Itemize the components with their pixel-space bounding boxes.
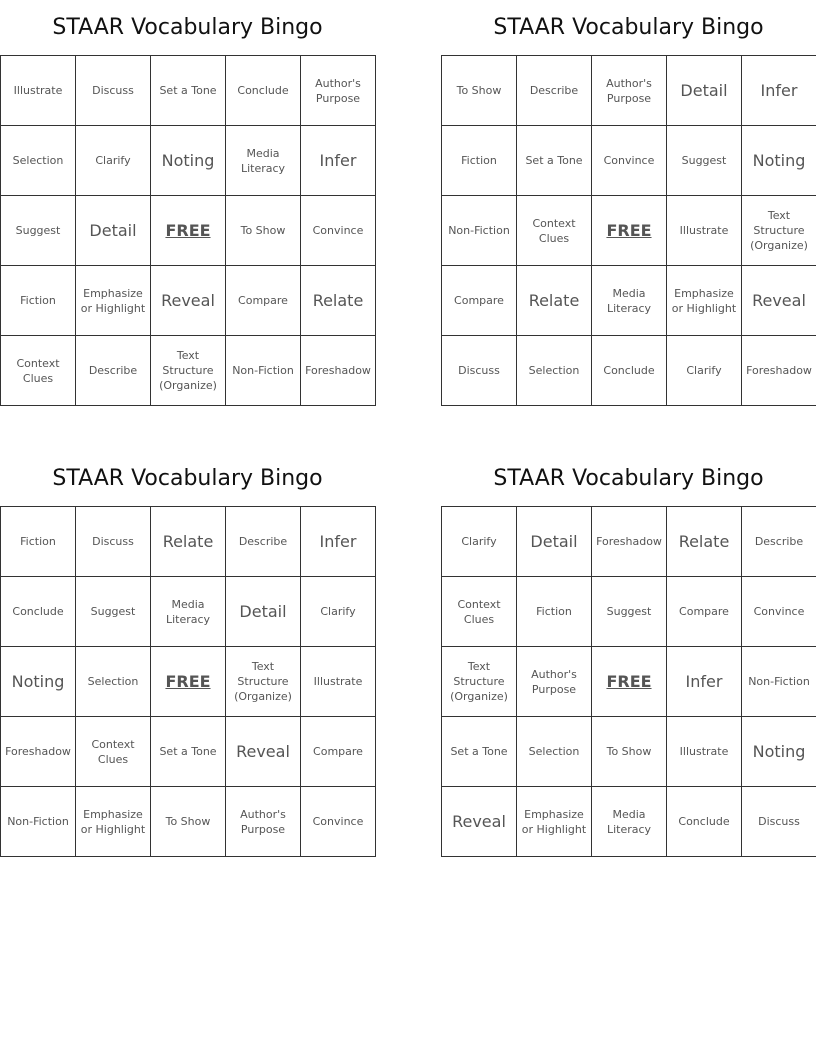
bingo-cell: Fiction — [517, 577, 592, 647]
bingo-cell: Relate — [301, 266, 376, 336]
bingo-cell: Author's Purpose — [592, 56, 667, 126]
bingo-cell: Media Literacy — [592, 266, 667, 336]
bingo-cell: Infer — [301, 126, 376, 196]
bingo-cell: Text Structure (Organize) — [151, 336, 226, 406]
bingo-cell: Describe — [742, 507, 816, 577]
bingo-cell: Suggest — [592, 577, 667, 647]
free-space-cell: FREE — [592, 647, 667, 717]
bingo-cell: Infer — [742, 56, 816, 126]
bingo-cell: Noting — [1, 647, 76, 717]
bingo-cell: Convince — [301, 196, 376, 266]
bingo-cell: Non-Fiction — [1, 787, 76, 857]
bingo-cell: Emphasize or Highlight — [76, 787, 151, 857]
free-space-cell: FREE — [151, 196, 226, 266]
bingo-cell: Text Structure (Organize) — [742, 196, 816, 266]
bingo-cell: Foreshadow — [592, 507, 667, 577]
bingo-cell: Suggest — [76, 577, 151, 647]
bingo-cell: Reveal — [742, 266, 816, 336]
bingo-cell: Discuss — [76, 56, 151, 126]
free-space-cell: FREE — [592, 196, 667, 266]
bingo-cell: To Show — [226, 196, 301, 266]
bingo-grid — [441, 506, 816, 857]
bingo-cell: Set a Tone — [151, 56, 226, 126]
bingo-cell: Context Clues — [442, 577, 517, 647]
bingo-cell: Set a Tone — [442, 717, 517, 787]
bingo-grid — [0, 55, 376, 406]
bingo-cell: Context Clues — [1, 336, 76, 406]
bingo-cell: Selection — [517, 717, 592, 787]
bingo-cell: Selection — [517, 336, 592, 406]
bingo-cell: Noting — [742, 126, 816, 196]
bingo-cell: Non-Fiction — [226, 336, 301, 406]
bingo-cell: Media Literacy — [592, 787, 667, 857]
bingo-cell: Noting — [742, 717, 816, 787]
bingo-cell: Reveal — [442, 787, 517, 857]
bingo-cell: Selection — [1, 126, 76, 196]
bingo-cell: Author's Purpose — [301, 56, 376, 126]
bingo-cell: Media Literacy — [151, 577, 226, 647]
bingo-cell: Text Structure (Organize) — [226, 647, 301, 717]
bingo-cell: Foreshadow — [301, 336, 376, 406]
bingo-cell: Emphasize or Highlight — [667, 266, 742, 336]
card-title: STAAR Vocabulary Bingo — [52, 15, 323, 40]
bingo-card-4 — [441, 451, 816, 857]
bingo-cell: Discuss — [76, 507, 151, 577]
bingo-cell: Compare — [667, 577, 742, 647]
bingo-cell: Suggest — [667, 126, 742, 196]
bingo-cell: Fiction — [1, 507, 76, 577]
bingo-cell: To Show — [151, 787, 226, 857]
bingo-cell: Reveal — [226, 717, 301, 787]
bingo-cell: Relate — [517, 266, 592, 336]
bingo-cell: Text Structure (Organize) — [442, 647, 517, 717]
bingo-cell: Detail — [76, 196, 151, 266]
bingo-cell: Compare — [226, 266, 301, 336]
bingo-cell: Emphasize or Highlight — [517, 787, 592, 857]
bingo-cell: Author's Purpose — [517, 647, 592, 717]
bingo-cell: Selection — [76, 647, 151, 717]
bingo-cell: Set a Tone — [151, 717, 226, 787]
bingo-cell: Fiction — [1, 266, 76, 336]
bingo-grid — [441, 55, 816, 406]
bingo-cell: Suggest — [1, 196, 76, 266]
bingo-card-2 — [441, 0, 816, 406]
bingo-cell: Non-Fiction — [742, 647, 816, 717]
card-title: STAAR Vocabulary Bingo — [493, 15, 764, 40]
bingo-cell: Detail — [667, 56, 742, 126]
bingo-cell: Discuss — [742, 787, 816, 857]
bingo-cell: Clarify — [442, 507, 517, 577]
bingo-cell: Describe — [226, 507, 301, 577]
bingo-cell: Describe — [517, 56, 592, 126]
bingo-grid — [0, 506, 376, 857]
bingo-cell: Clarify — [667, 336, 742, 406]
bingo-cell: Foreshadow — [742, 336, 816, 406]
bingo-cell: Noting — [151, 126, 226, 196]
bingo-cell: Context Clues — [76, 717, 151, 787]
bingo-cell: Convince — [301, 787, 376, 857]
bingo-cell: Conclude — [667, 787, 742, 857]
bingo-cell: Set a Tone — [517, 126, 592, 196]
bingo-cell: Foreshadow — [1, 717, 76, 787]
bingo-cell: Convince — [742, 577, 816, 647]
bingo-cell: To Show — [592, 717, 667, 787]
bingo-cell: Non-Fiction — [442, 196, 517, 266]
bingo-cell: Conclude — [1, 577, 76, 647]
bingo-cell: Convince — [592, 126, 667, 196]
bingo-cell: Emphasize or Highlight — [76, 266, 151, 336]
bingo-cell: Infer — [301, 507, 376, 577]
bingo-cell: Discuss — [442, 336, 517, 406]
bingo-cell: Media Literacy — [226, 126, 301, 196]
free-space-cell: FREE — [151, 647, 226, 717]
bingo-cell: Relate — [667, 507, 742, 577]
bingo-cell: To Show — [442, 56, 517, 126]
bingo-cell: Clarify — [76, 126, 151, 196]
bingo-card-3 — [0, 451, 375, 857]
bingo-cell: Detail — [517, 507, 592, 577]
bingo-cell: Illustrate — [301, 647, 376, 717]
bingo-cell: Conclude — [592, 336, 667, 406]
bingo-cell: Compare — [301, 717, 376, 787]
bingo-cell: Context Clues — [517, 196, 592, 266]
bingo-card-1 — [0, 0, 375, 406]
bingo-cell: Reveal — [151, 266, 226, 336]
bingo-cell: Conclude — [226, 56, 301, 126]
card-title: STAAR Vocabulary Bingo — [493, 466, 764, 491]
bingo-cell: Illustrate — [667, 717, 742, 787]
bingo-cell: Author's Purpose — [226, 787, 301, 857]
bingo-cell: Infer — [667, 647, 742, 717]
bingo-cell: Describe — [76, 336, 151, 406]
bingo-cell: Compare — [442, 266, 517, 336]
card-title: STAAR Vocabulary Bingo — [52, 466, 323, 491]
bingo-cell: Clarify — [301, 577, 376, 647]
bingo-cell: Illustrate — [667, 196, 742, 266]
bingo-cell: Detail — [226, 577, 301, 647]
bingo-cell: Relate — [151, 507, 226, 577]
bingo-cell: Fiction — [442, 126, 517, 196]
bingo-cell: Illustrate — [1, 56, 76, 126]
